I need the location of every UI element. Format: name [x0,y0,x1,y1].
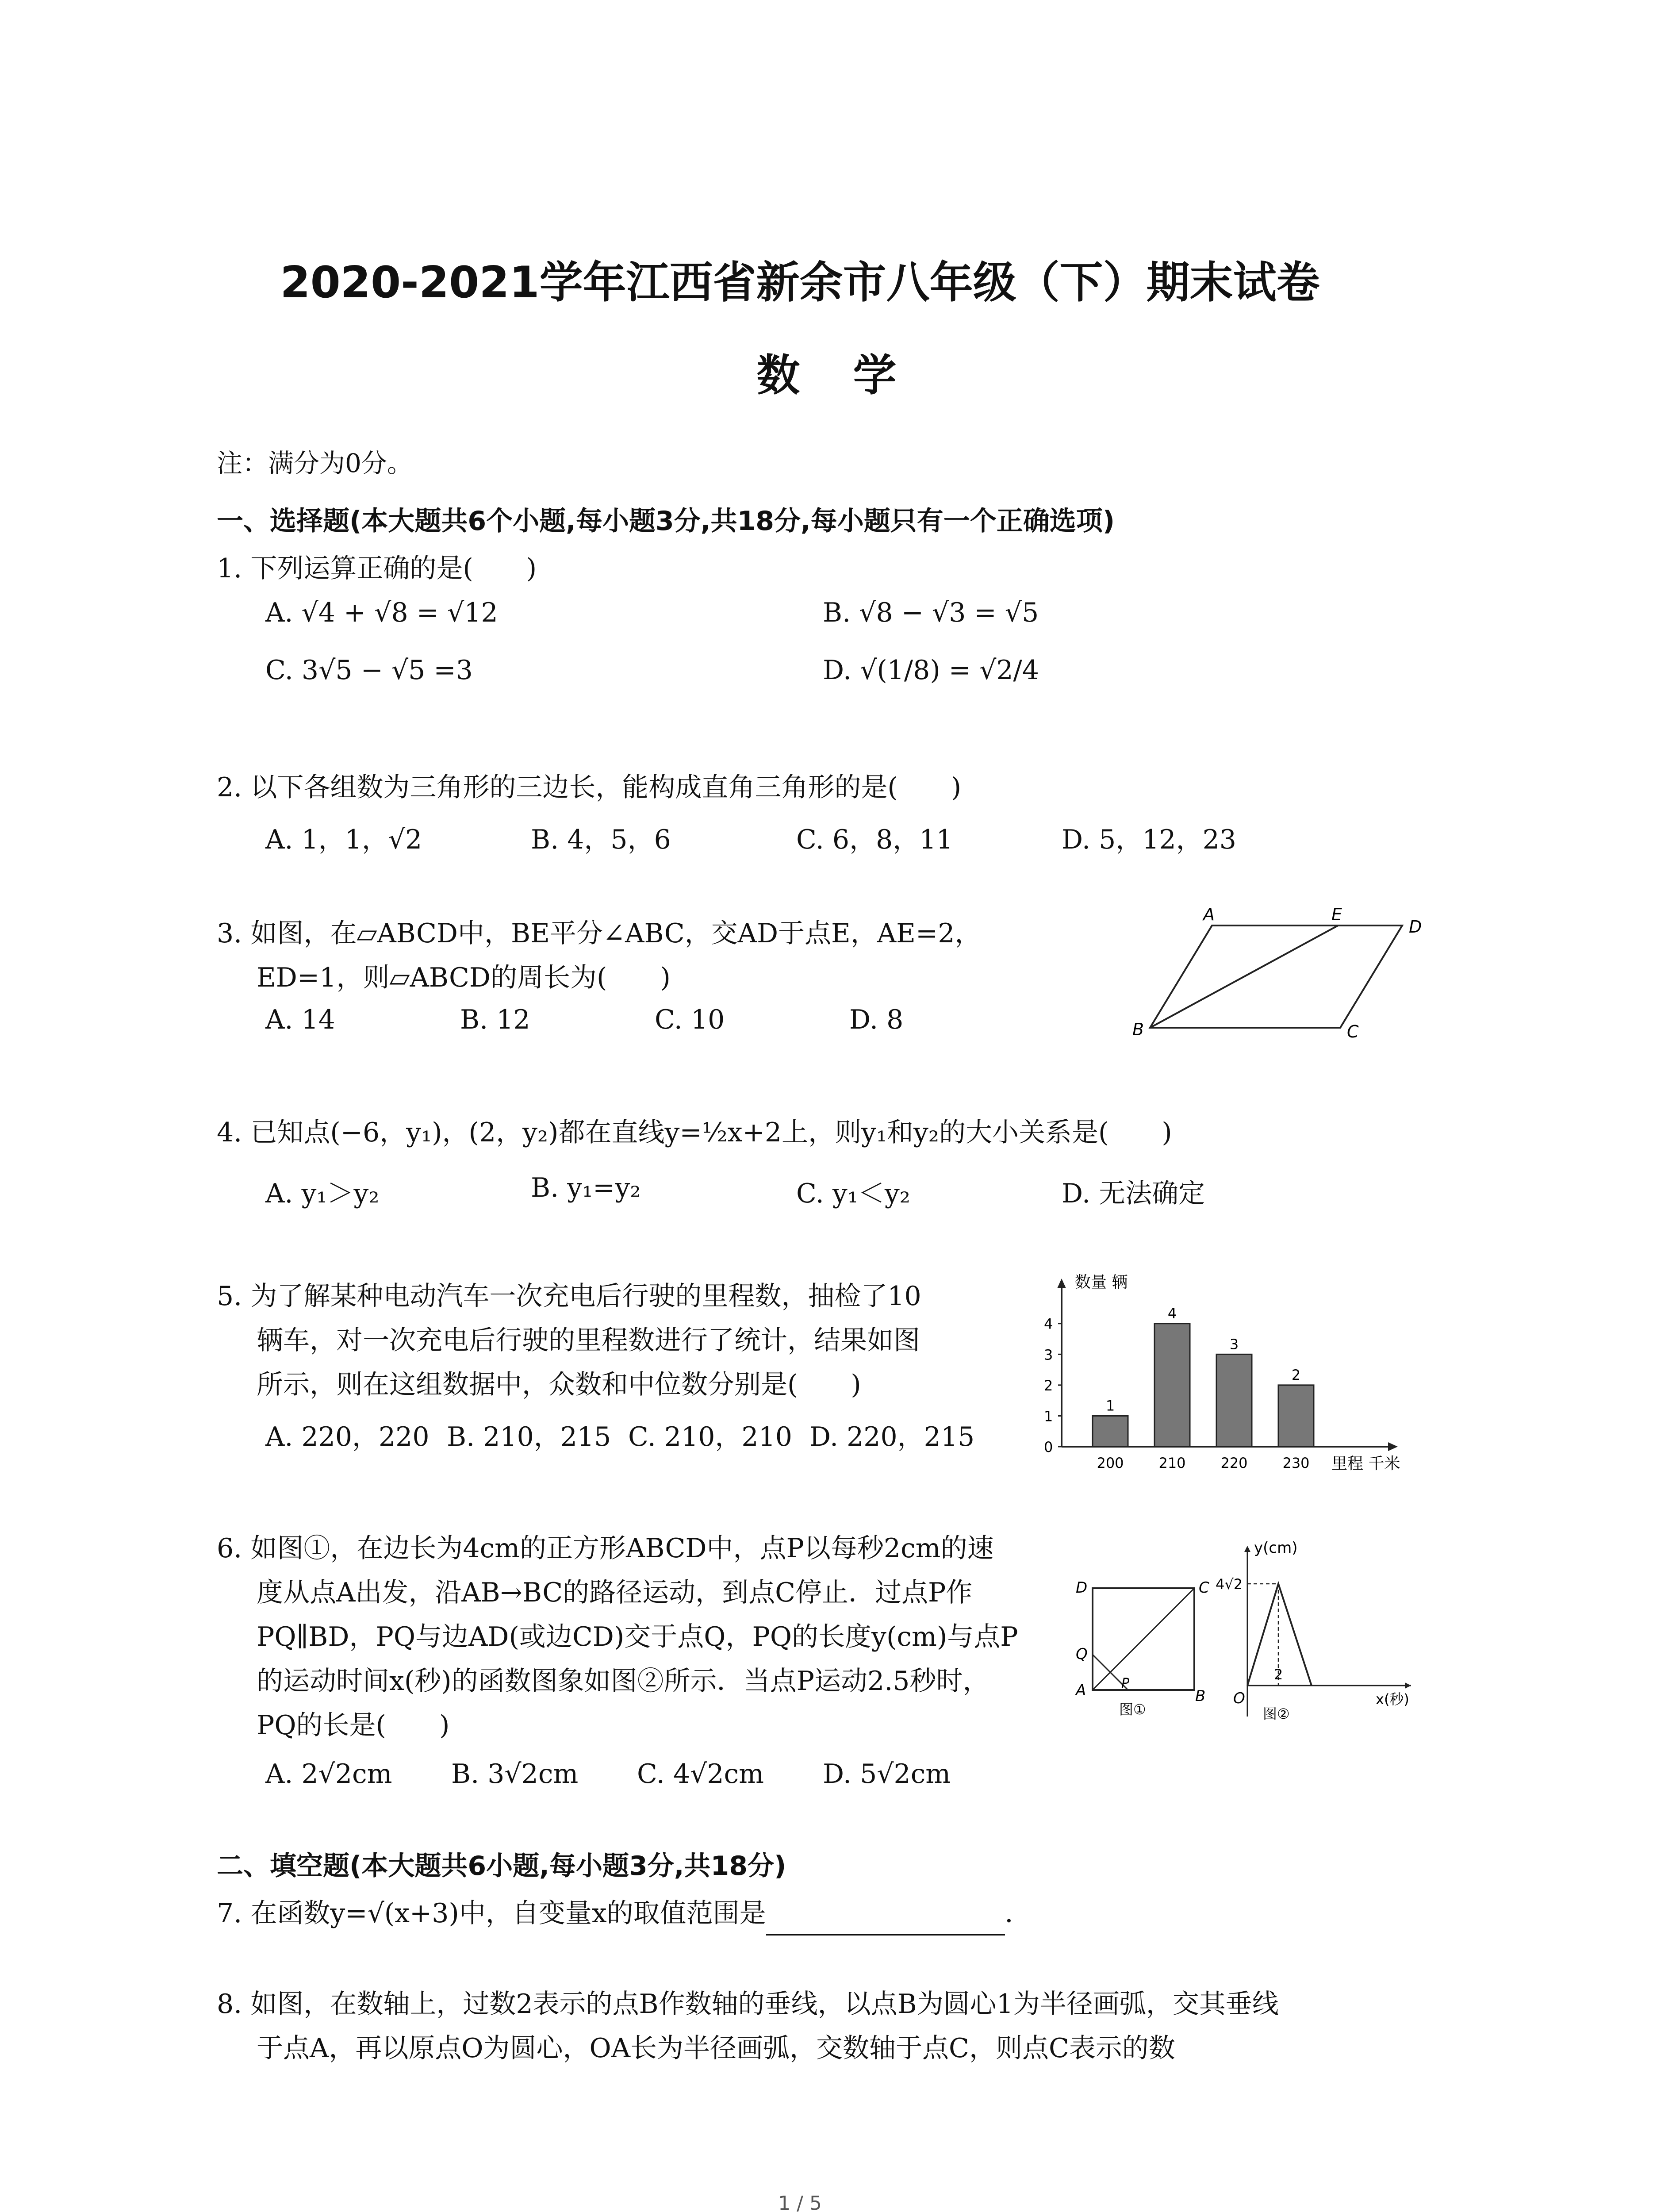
q7-stem [217,1891,1032,1936]
page-number: 1 / 5 [778,2192,822,2212]
x-tick-label: 230 [1282,1455,1310,1471]
section-2-heading: 二、填空题(本大题共6小题,每小题3分,共18分) [217,1851,786,1882]
x-value-label: 2 [1274,1666,1283,1683]
q6-option-a: A. 2√2cm [265,1759,392,1790]
label-p: P [1121,1676,1130,1691]
q2-option-d: D. 5，12，23 [1062,824,1236,855]
q3-option-b: B. 12 [460,1004,530,1035]
q5-option-c: C. 210，210 [628,1421,792,1452]
x-axis-label: 里程 千米 [1331,1455,1400,1473]
q3-option-a: A. 14 [265,1004,335,1035]
q6-stem-line-5: PQ的长是( ) [257,1710,450,1741]
bar-data-label: 4 [1167,1305,1177,1322]
q5-stem-line-2: 辆车，对一次充电后行驶的里程数进行了统计，结果如图 [257,1325,920,1356]
q4-option-a: A. y₁＞y₂ [265,1178,380,1209]
q5-stem-line-3: 所示，则在这组数据中，众数和中位数分别是( ) [257,1369,861,1400]
label-a: A [1203,905,1215,924]
q6-stem-line-2: 度从点A出发，沿AB→BC的路径运动，到点C停止．过点P作 [257,1577,973,1608]
bar-data-label: 1 [1105,1397,1115,1414]
q5-bar-chart [1022,1270,1420,1482]
q6-figure-2-graph [1212,1540,1420,1725]
bar [1154,1324,1190,1447]
q7-answer-blank[interactable] [766,1907,1005,1936]
x-tick-label: 210 [1158,1455,1186,1471]
label-a: A [1076,1682,1086,1699]
q1-stem: 1. 下列运算正确的是( ) [217,553,537,584]
x-tick-label: 220 [1220,1455,1248,1471]
q5-option-a: A. 220，220 [265,1421,430,1452]
x-tick-label: 200 [1097,1455,1124,1471]
q5-option-d: D. 220，215 [809,1421,975,1452]
y-tick-label: 0 [1044,1439,1053,1455]
q8-stem-line-2: 于点A，再以原点O为圆心，OA长为半径画弧，交数轴于点C，则点C表示的数 [257,2033,1175,2064]
y-axis-label: y(cm) [1254,1539,1298,1557]
q6-stem-line-3: PQ∥BD，PQ与边AD(或边CD)交于点Q，PQ的长度y(cm)与点P [257,1621,1018,1652]
y-tick-label: 4 [1044,1315,1053,1333]
q7-end: ． [1005,1898,1032,1929]
label-b: B [1132,1020,1144,1039]
q5-option-b: B. 210，215 [447,1421,611,1452]
figure-1-caption: 图① [1119,1701,1146,1718]
q1-option-a: A. √4 + √8 = √12 [265,597,498,628]
bar-data-label: 3 [1229,1336,1239,1353]
q3-stem-line-2: ED=1，则▱ABCD的周长为( ) [257,962,671,993]
y-axis-arrow [1244,1546,1250,1552]
bar [1216,1354,1252,1447]
parallelogram-abcd [1150,926,1402,1028]
q2-stem: 2. 以下各组数为三角形的三边长，能构成直角三角形的是( ) [217,772,962,803]
q2-option-c: C. 6，8，11 [796,824,953,855]
q5-stem-line-1: 5. 为了解某种电动汽车一次充电后行驶的里程数，抽检了10 [217,1281,921,1312]
q7-text: 7. 在函数y=√(x+3)中，自变量x的取值范围是 [217,1898,766,1929]
label-c: C [1347,1022,1359,1041]
q4-option-d: D. 无法确定 [1062,1178,1205,1209]
origin-label: O [1233,1690,1245,1707]
label-q: Q [1076,1645,1088,1663]
x-axis-label: x(秒) [1376,1691,1409,1708]
q4-option-c: C. y₁＜y₂ [796,1178,910,1209]
q1-option-c: C. 3√5 − √5 =3 [265,655,473,686]
label-b: B [1195,1687,1206,1705]
q6-option-d: D. 5√2cm [823,1759,951,1790]
y-tick-label: 3 [1044,1346,1053,1363]
y-tick-label: 1 [1044,1408,1053,1425]
bar-data-label: 2 [1291,1366,1301,1383]
segment-be [1150,926,1338,1028]
label-e: E [1331,905,1342,924]
y-tick-label: 2 [1044,1377,1053,1394]
q1-option-b: B. √8 − √3 = √5 [823,597,1039,628]
q6-stem-line-4: 的运动时间x(秒)的函数图象如图②所示．当点P运动2.5秒时， [257,1666,989,1697]
bar [1278,1385,1314,1447]
y-axis-label: 数量 辆 [1075,1273,1128,1291]
label-c: C [1199,1579,1209,1597]
diagonal-bd [1093,1588,1194,1690]
y-axis-arrow [1057,1279,1066,1288]
score-note: 注：满分为0分。 [217,448,413,478]
section-1-heading: 一、选择题(本大题共6个小题,每小题3分,共18分,每小题只有一个正确选项) [217,506,1115,537]
q2-option-a: A. 1，1，√2 [265,824,422,855]
bar [1093,1416,1128,1447]
page-title: 2020-2021学年江西省新余市八年级（下）期末试卷 [280,257,1320,308]
figure-2-caption: 图② [1263,1705,1290,1722]
q6-stem-line-1: 6. 如图①，在边长为4cm的正方形ABCD中，点P以每秒2cm的速 [217,1533,994,1564]
q4-stem: 4. 已知点(−6，y₁)，(2，y₂)都在直线y=½x+2上，则y₁和y₂的大小关系是( ) [217,1117,1172,1148]
subject-title: 数学 [756,350,950,401]
x-axis-arrow [1388,1442,1398,1451]
q6-figure-1-square [1075,1575,1208,1721]
q3-option-c: C. 10 [655,1004,725,1035]
q3-option-d: D. 8 [849,1004,904,1035]
x-axis-arrow [1405,1682,1411,1689]
q3-stem-line-1: 3. 如图，在▱ABCD中，BE平分∠ABC，交AD于点E，AE=2， [217,918,982,949]
q3-parallelogram-figure [1115,902,1424,1053]
q6-option-b: B. 3√2cm [451,1759,579,1790]
q8-stem-line-1: 8. 如图，在数轴上，过数2表示的点B作数轴的垂线，以点B为圆心1为半径画弧，交其垂线 [217,1989,1279,2020]
q1-option-d: D. √(1/8) = √2/4 [823,655,1039,686]
y-value-label: 4√2 [1216,1576,1243,1593]
q4-option-b: B. y₁=y₂ [531,1172,641,1203]
label-d: D [1409,917,1422,937]
q6-option-c: C. 4√2cm [637,1759,764,1790]
label-d: D [1076,1579,1088,1597]
q2-option-b: B. 4，5，6 [531,824,671,855]
